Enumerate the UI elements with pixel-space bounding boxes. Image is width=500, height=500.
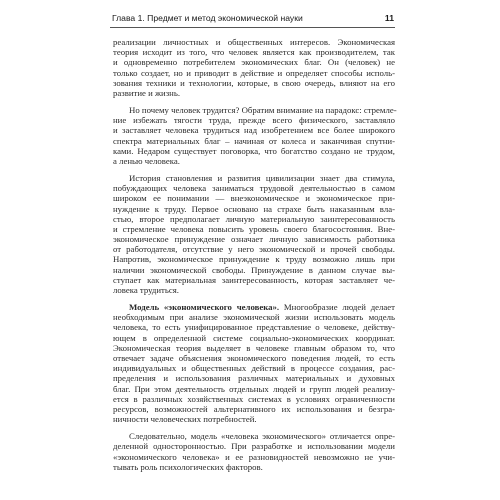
text-line: пределения и использования различных материальных и духовных bbox=[113, 373, 395, 384]
paragraph bbox=[113, 173, 395, 295]
text-line: и стремление человека повысить уровень своего благосостояния. Вне- bbox=[113, 223, 395, 234]
chapter-title: Глава 1. Предмет и метод экономической науки bbox=[112, 13, 303, 23]
text-line: благ. При этом деятельность отдельных людей и групп людей реализу- bbox=[113, 383, 395, 394]
text-line: Следовательно, модель «человека экономического» отличается опре- bbox=[129, 431, 395, 442]
paragraph-gap bbox=[113, 295, 395, 302]
running-header bbox=[110, 12, 400, 26]
text-line: наличии экономической свободы. Принуждение в данном случае вы- bbox=[113, 264, 395, 275]
text-line: ничности человеческих потребностей. bbox=[113, 414, 257, 425]
text-line: ние избежать тягости труда, прежде всего физического, заставляло bbox=[113, 115, 395, 126]
text-line: зования техники и технологии, которые, в свою очередь, влияют на его bbox=[113, 77, 395, 88]
text-line: теория исходит из того, что человек является как производителем, так bbox=[113, 47, 395, 58]
page-number: 11 bbox=[384, 13, 394, 23]
text-line: человека, то есть унифицированное представление о человеке, действу- bbox=[113, 322, 395, 333]
paragraph-gap bbox=[113, 424, 395, 431]
paragraph bbox=[113, 302, 395, 424]
paragraph bbox=[113, 105, 395, 166]
text-line: необходимым при анализе экономической жизни использовать модель bbox=[113, 312, 395, 323]
text-line: развитие и жизнь. bbox=[113, 87, 181, 98]
text-line: Но почему человек трудится? Обратим внимание на парадокс: стремле- bbox=[129, 105, 397, 116]
text-line: Напротив, экономическое принуждение к труду возможно лишь при bbox=[113, 254, 395, 265]
text-line bbox=[113, 302, 395, 312]
text-line: экономическое принуждение означает личную зависимость работника bbox=[113, 234, 395, 245]
text-line: и заставляет человека трудиться над изобретением все более широкого bbox=[113, 125, 395, 136]
text-line: ресурсов, возможностей альтернативного их использования и безгра- bbox=[113, 403, 395, 414]
text-line: Экономическая теория выделяет в человеке главным образом то, что bbox=[113, 342, 395, 353]
text-line: от работодателя, отсутствие у него экономической и прочей свободы. bbox=[113, 244, 395, 255]
text-line: ступает как материальная заинтересованность, которая заставляет че- bbox=[113, 274, 395, 285]
text-line: ется в различных хозяйственных системах в условиях ограниченности bbox=[113, 393, 395, 404]
paragraph bbox=[113, 431, 395, 472]
paragraph bbox=[113, 37, 395, 98]
text-line: История становления и развития цивилизации знает два стимула, bbox=[129, 173, 395, 184]
text-line: только создает, но и приводит в действие и определяет способы исполь- bbox=[113, 67, 395, 78]
text-line: стью, второе предполагает личную материальную заинтересованность bbox=[113, 213, 395, 224]
text-line: спектра материальных благ – начиная от колеса и заканчивая спутни- bbox=[113, 135, 395, 146]
paragraph-gap bbox=[113, 166, 395, 173]
body-text bbox=[113, 37, 395, 472]
header-divider bbox=[110, 27, 395, 28]
text-line: реализации личностных и общественных интересов. Экономическая bbox=[113, 37, 395, 47]
bold-lead-in: Модель «экономического человека». bbox=[129, 302, 280, 313]
text-line: и одновременно потребителем экономических благ. Он (человек) не bbox=[113, 57, 395, 68]
text-line: а ленью человека. bbox=[113, 155, 180, 166]
text-line: отвечает задаче объяснения экономического поведения людей, то есть bbox=[113, 352, 395, 363]
text-line: ками. Недаром существует поговорка, что богатство создано не трудом, bbox=[113, 145, 395, 156]
text-line: нуждение к труду. Первое основано на страхе быть наказанным вла- bbox=[113, 203, 395, 214]
text-line: ловека трудиться. bbox=[113, 284, 179, 295]
paragraph-gap bbox=[113, 98, 395, 105]
text-line: широком ее понимании — внеэкономическое и экономическое при- bbox=[113, 193, 395, 204]
text-line: побуждающих человека заниматься трудовой деятельностью в самом bbox=[113, 183, 395, 194]
text-line: тывать роль психологических факторов. bbox=[113, 461, 263, 472]
text-line: индивидуальных и общественных действий в процессе создания, рас- bbox=[113, 363, 395, 374]
text-run: Многообразие людей делает bbox=[279, 302, 395, 313]
text-line: ющем в определенной системе социально-экономических координат. bbox=[113, 332, 395, 343]
text-line: «экономического человека» и ее разновидностей невозможно не учи- bbox=[113, 451, 395, 462]
text-line: деленной односторонностью. При разработке и использовании модели bbox=[113, 441, 395, 452]
